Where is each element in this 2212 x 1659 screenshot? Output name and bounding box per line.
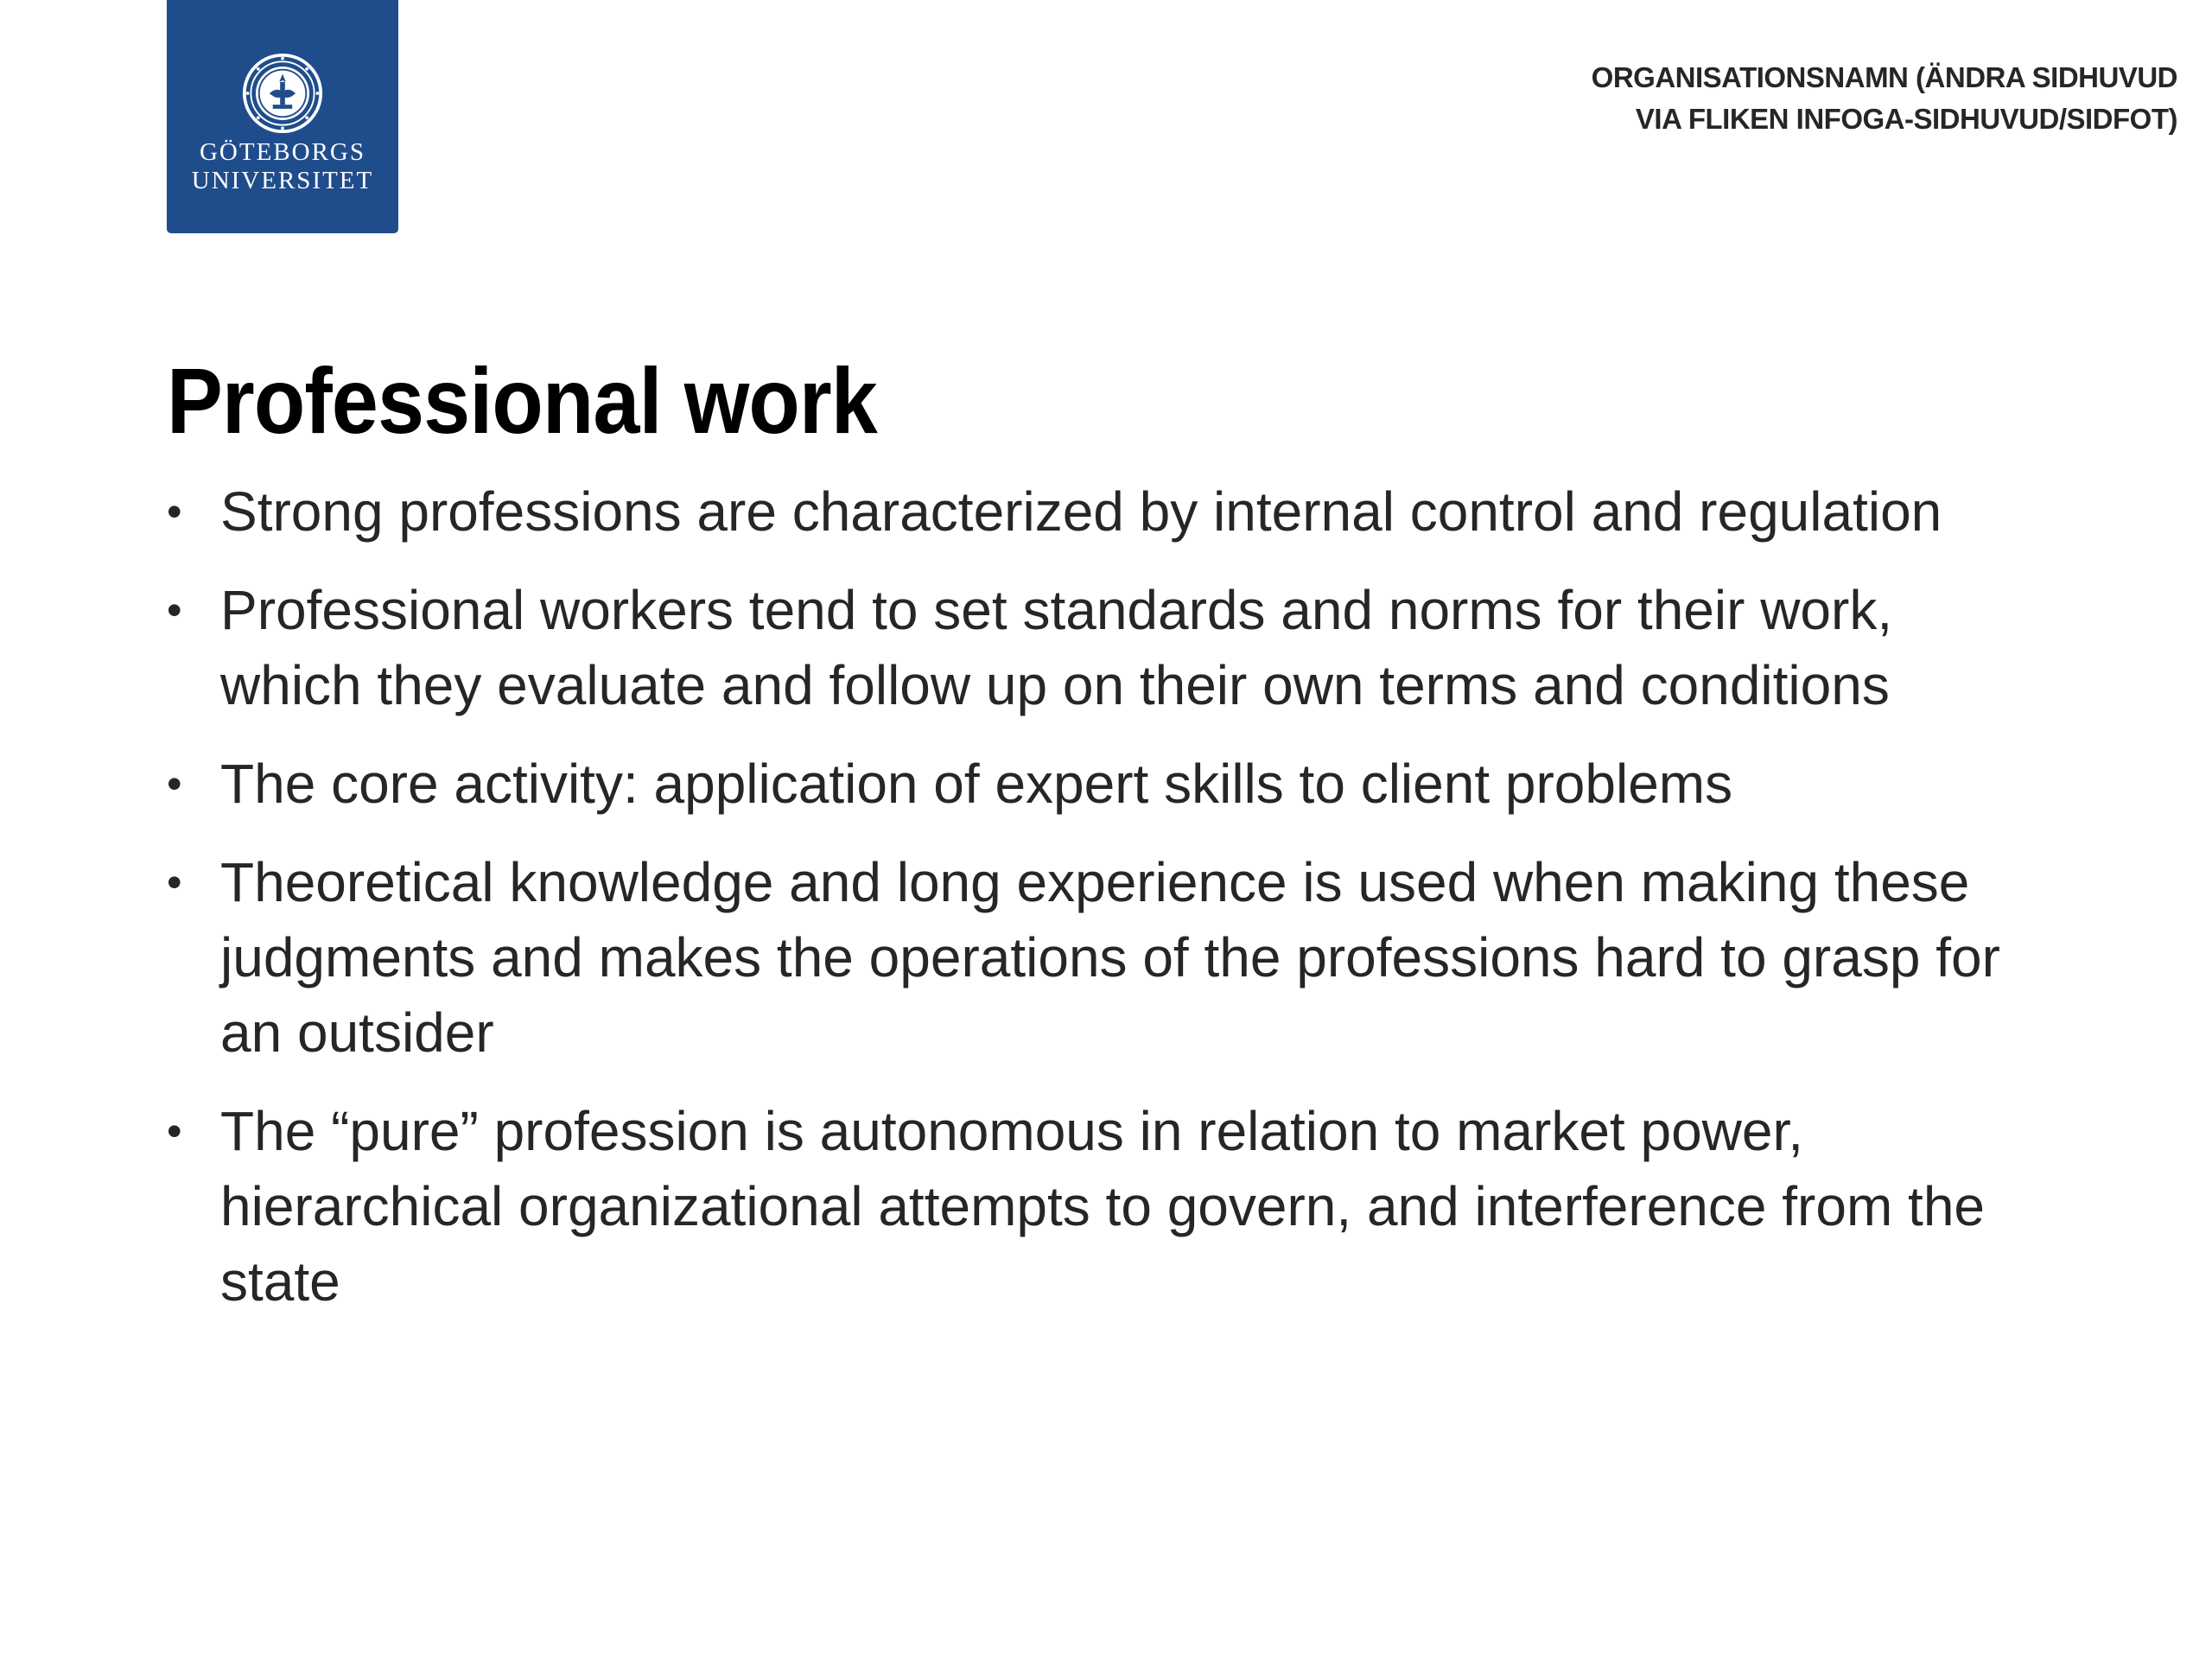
bullet-text: The core activity: application of expert skills to client problems [220,753,1733,815]
bullet-item [167,474,2094,550]
bullet-list [167,474,2094,1343]
bullet-text: Strong professions are characterized by internal control and regulation [220,480,1942,543]
bullet-text: Theoretical knowledge and long experience is used when making these judgments and makes the operations of the professions hard to grasp for an outsider [220,851,2000,1064]
bullet-item [167,845,2094,1071]
bullet-text: Professional workers tend to set standards and norms for their work, which they evaluate and follow up on their own terms and conditions [220,579,1893,716]
bullet-icon: • [167,858,182,906]
bullet-icon: • [167,487,182,536]
bullet-icon: • [167,1107,182,1155]
bullet-item [167,747,2094,822]
logo-text-line2: UNIVERSITET [191,167,374,194]
logo-text-line1: GÖTEBORGS [199,138,365,166]
university-logo [167,0,398,233]
bullet-icon: • [167,586,182,634]
bullet-item [167,1094,2094,1319]
header-line-1: ORGANISATIONSNAMN (ÄNDRA SIDHUVUD [1591,61,2177,93]
slide-title: Professional work [167,348,877,453]
bullet-item [167,573,2094,723]
bullet-icon: • [167,760,182,808]
university-seal-icon [242,53,323,134]
bullet-text: The “pure” profession is autonomous in relation to market power, hierarchical organizational attempts to govern, and interference from the state [220,1100,1985,1313]
header-line-2: VIA FLIKEN INFOGA-SIDHUVUD/SIDFOT) [1635,103,2177,135]
organization-header [1592,57,2177,140]
